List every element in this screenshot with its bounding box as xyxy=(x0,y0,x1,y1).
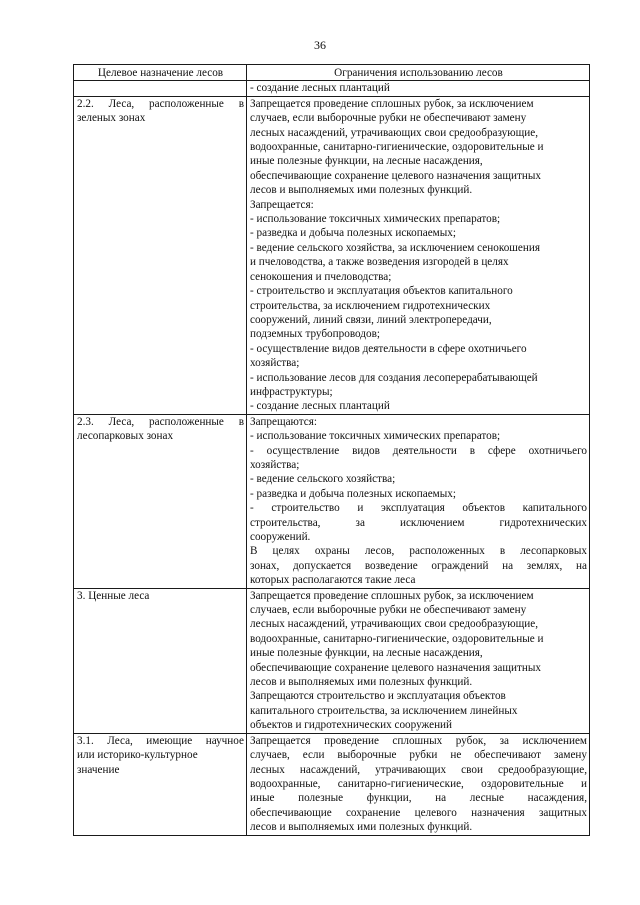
forest-restrictions-table xyxy=(73,64,590,836)
table-row xyxy=(74,588,590,733)
restriction-line: - ведение сельского хозяйства; xyxy=(250,473,396,486)
restriction-line: Запрещаются: xyxy=(250,415,318,428)
restriction-line: - осуществление видов деятельности в сфере охотничьего xyxy=(250,342,527,355)
restriction-line: Запрещается проведение сплошных рубок, за исключением xyxy=(250,97,534,110)
forest-purpose-cell xyxy=(74,588,247,733)
restriction-line: - создание лесных плантаций xyxy=(250,82,390,95)
forest-purpose-line: или историко-культурное xyxy=(77,749,198,762)
restriction-line: лесных насаждений, утрачивающих свои средообразующие, xyxy=(250,763,587,776)
restriction-line: иные полезные функции, на лесные насаждения, xyxy=(250,647,483,660)
restriction-line: лесных насаждений, утрачивающих свои средообразующие, xyxy=(250,618,539,631)
restriction-line: которых располагаются такие леса xyxy=(250,574,416,587)
forest-purpose-cell xyxy=(74,414,247,588)
restriction-cell xyxy=(247,414,590,588)
table-body xyxy=(74,81,590,835)
restriction-line: сенокошения и пчеловодства; xyxy=(250,270,392,283)
restriction-line: Запрещаются строительство и эксплуатация объектов xyxy=(250,690,506,703)
column-header-restrictions: Ограничения использованию лесов xyxy=(247,65,590,81)
restriction-line: - осуществление видов деятельности в сфере охотничьего xyxy=(250,444,587,457)
table-row xyxy=(74,96,590,414)
restriction-line: лесных насаждений, утрачивающих свои средообразующие, xyxy=(250,126,539,139)
table-header-row xyxy=(74,65,590,81)
forest-purpose-line: зеленых зонах xyxy=(77,112,146,125)
column-header-purpose: Целевое назначение лесов xyxy=(74,65,247,81)
restriction-line: водоохранные, санитарно-гигиенические, оздоровительные и xyxy=(250,141,544,154)
restriction-line: - использование токсичных химических препаратов; xyxy=(250,430,501,443)
restriction-line: - строительство и эксплуатация объектов капитального xyxy=(250,285,513,298)
restriction-line: иные полезные функции, на лесные насаждения, xyxy=(250,792,587,805)
forest-purpose-cell xyxy=(74,81,247,96)
forest-purpose-cell xyxy=(74,733,247,835)
restriction-cell xyxy=(247,588,590,733)
table-row xyxy=(74,733,590,835)
restriction-line: обеспечивающие сохранение целевого назначения защитных xyxy=(250,169,541,182)
restriction-line: случаев, если выборочные рубки не обеспечивают замену xyxy=(250,604,527,617)
restriction-line: зонах, допускается возведение ограждений на землях, на xyxy=(250,559,587,572)
restriction-cell xyxy=(247,96,590,414)
restriction-line: Запрещается проведение сплошных рубок, за исключением xyxy=(250,589,534,602)
restriction-line: В целях охраны лесов, расположенных в лесопарковых xyxy=(250,545,587,558)
restriction-line: случаев, если выборочные рубки не обеспечивают замену xyxy=(250,749,587,762)
restriction-line: - использование лесов для создания лесоперерабатывающей xyxy=(250,371,538,384)
restriction-line: водоохранные, санитарно-гигиенические, оздоровительные и xyxy=(250,632,544,645)
restriction-line: сооружений, линий связи, линий электропередачи, xyxy=(250,313,492,326)
table-row xyxy=(74,414,590,588)
restriction-line: инфраструктуры; xyxy=(250,385,333,398)
forest-purpose-cell xyxy=(74,96,247,414)
forest-purpose-line: 2.2. Леса, расположенные в xyxy=(77,97,244,110)
restriction-line: - использование токсичных химических препаратов; xyxy=(250,213,501,226)
restriction-line: объектов и гидротехнических сооружений xyxy=(250,719,453,732)
forest-purpose-line: 2.3. Леса, расположенные в xyxy=(77,415,244,428)
restriction-line: лесов и выполняемых ими полезных функций. xyxy=(250,821,473,834)
restriction-line: строительства, за исключением гидротехнических xyxy=(250,299,491,312)
restriction-cell xyxy=(247,733,590,835)
table-row xyxy=(74,81,590,96)
restriction-line: лесов и выполняемых ими полезных функций. xyxy=(250,184,473,197)
forest-purpose-line: 3.1. Леса, имеющие научное xyxy=(77,734,244,747)
restriction-line: водоохранные, санитарно-гигиенические, оздоровительные и xyxy=(250,777,587,790)
restriction-line: строительства, за исключением гидротехнических xyxy=(250,516,587,529)
restriction-line: и пчеловодства, а также возведения изгородей в целях xyxy=(250,256,509,269)
restriction-line: сооружений. xyxy=(250,531,311,543)
restriction-line: капитального строительства, за исключением линейных xyxy=(250,704,518,717)
restriction-cell xyxy=(247,81,590,96)
page-number: 36 xyxy=(314,38,326,52)
forest-purpose-line: значение xyxy=(77,763,120,776)
restriction-line: подземных трубопроводов; xyxy=(250,328,380,341)
restriction-line: - разведка и добыча полезных ископаемых; xyxy=(250,227,456,240)
forest-purpose-line: 3. Ценные леса xyxy=(77,589,150,602)
restriction-line: - строительство и эксплуатация объектов капитального xyxy=(250,502,587,515)
restriction-line: хозяйства; xyxy=(250,357,300,370)
restriction-line: иные полезные функции, на лесные насаждения, xyxy=(250,155,483,168)
restriction-line: обеспечивающие сохранение целевого назначения защитных xyxy=(250,661,541,674)
restriction-line: Запрещается: xyxy=(250,198,314,211)
restriction-line: - ведение сельского хозяйства, за исключением сенокошения xyxy=(250,241,540,254)
restriction-line: обеспечивающие сохранение целевого назначения защитных xyxy=(250,806,587,819)
restriction-line: случаев, если выборочные рубки не обеспечивают замену xyxy=(250,112,527,125)
restriction-line: Запрещается проведение сплошных рубок, за исключением xyxy=(250,734,587,747)
forest-purpose-line: лесопарковых зонах xyxy=(77,430,174,443)
restriction-line: хозяйства; xyxy=(250,458,300,471)
restriction-line: лесов и выполняемых ими полезных функций. xyxy=(250,676,473,689)
restriction-line: - разведка и добыча полезных ископаемых; xyxy=(250,487,456,500)
restriction-line: - создание лесных плантаций xyxy=(250,400,390,413)
